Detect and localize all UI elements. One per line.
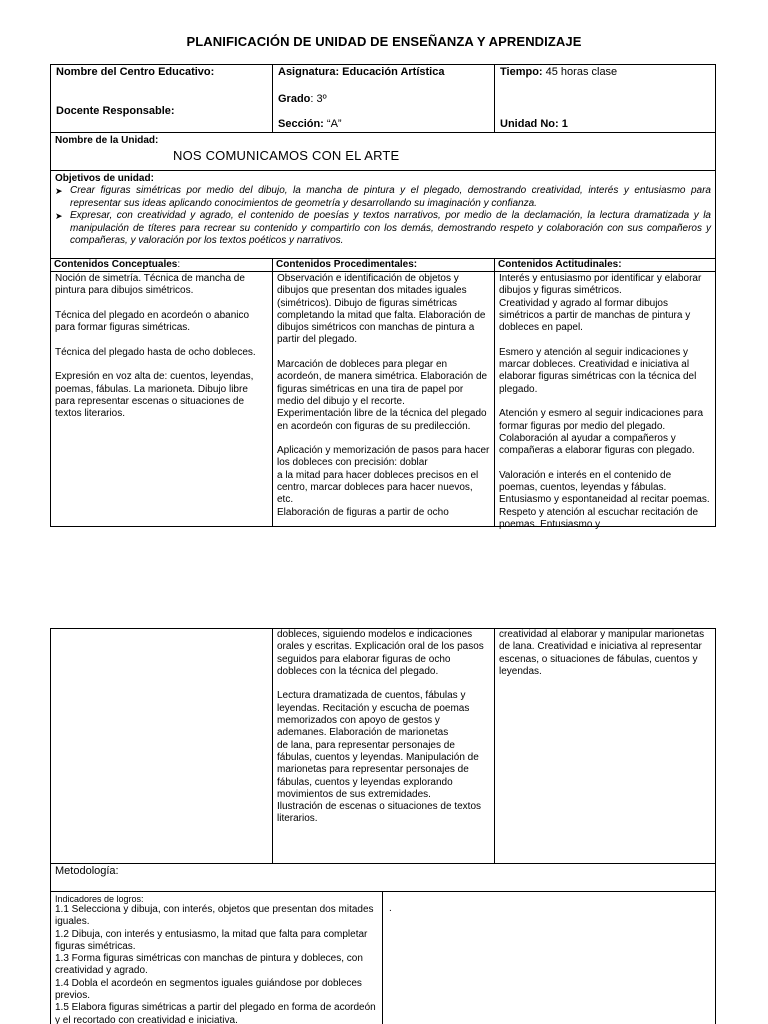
indicators-cell xyxy=(51,892,383,1024)
actitudinal-header: Contenidos Actitudinales: xyxy=(495,259,715,272)
tiempo-field: Tiempo: 45 horas clase xyxy=(500,66,618,78)
conceptual-column-continued xyxy=(51,629,273,863)
list-item: Expresión en voz alta de: cuentos, leyendas, poemas, fábulas. La marioneta. Dibujo libre para representar escenas o situaciones de xyxy=(55,371,254,407)
unit-label: Nombre de la Unidad: xyxy=(55,135,159,146)
objective-item: ➤ Crear figuras simétricas por medio del dibujo, la mancha de pintura y el plegado, demostrando creatividad, interés y entusiasmo para representar sus ideas aplicando conocimientos de geometría y desarrollando su imaginación y confianza. xyxy=(55,185,711,209)
list-item: 1.1 Selecciona y dibuja, con interés, objetos que presentan dos mitades iguales. xyxy=(55,904,374,928)
list-item: Ilustración de escenas o situaciones de textos literarios. xyxy=(277,801,482,825)
list-item: dobleces, siguiendo modelos e indicaciones orales y escritas. Explicación oral de los pasos xyxy=(277,629,484,653)
unit-name: NOS COMUNICAMOS CON EL ARTE xyxy=(173,148,400,163)
list-item: 1.3 Forma figuras simétricas con manchas de pintura y dobleces, con creatividad y agrado. xyxy=(55,953,363,977)
unit-row xyxy=(51,133,715,171)
list-item: Elaboración de figuras a partir de ocho xyxy=(277,506,449,518)
list-item: 1.4 Dobla el acordeón en segmentos iguales guiándose por dobleces previos. xyxy=(55,977,362,1002)
list-item: Creatividad y agrado al formar dibujos simétricos a partir de manchas de pintura y dobleces en papel. xyxy=(499,297,691,334)
docente-label: Docente Responsable: xyxy=(56,105,175,117)
conceptual-header: Contenidos Conceptuales: xyxy=(51,259,272,272)
list-item: Técnica del plegado en acordeón o abanico para formar figuras simétricas. xyxy=(55,309,250,334)
actitudinal-column xyxy=(495,259,715,530)
centro-label: Nombre del Centro Educativo: xyxy=(56,66,215,78)
list-item: Aplicación y memorización de pasos para hacer los dobleces con precisión: doblar xyxy=(277,445,490,469)
procedimental-column-continued xyxy=(273,629,495,863)
procedimental-column xyxy=(273,259,495,526)
list-item: de lana, para representar personajes de fábulas, cuentos y leyendas. Manipulación de marionetas para representar personajes de fábulas, cuentos y leyendas explorando movimientos de sus extremidades. xyxy=(277,739,479,800)
indicators-right-cell xyxy=(383,892,715,1024)
arrow-bullet-icon: ➤ xyxy=(55,186,63,196)
indicators-row xyxy=(51,892,715,1024)
methodology-row xyxy=(51,864,715,892)
objectives-row xyxy=(51,171,715,259)
procedimental-header: Contenidos Procedimentales: xyxy=(273,259,494,272)
right-cell-mark: . xyxy=(389,903,392,914)
planning-table-continued xyxy=(50,628,716,1024)
list-item: Esmero y atención al seguir indicaciones y marcar dobleces. Creatividad e iniciativa al elaborar figuras simétricas con la técnica del plegado. xyxy=(499,346,697,395)
list-item: Valoración e interés en el contenido de poemas, cuentos, leyendas y fábulas. xyxy=(499,469,672,494)
header-cell-tiempo xyxy=(495,65,715,132)
asignatura-label: Asignatura: Educación Artística xyxy=(278,66,445,78)
list-item: Interés y entusiasmo por identificar y elaborar dibujos y figuras simétricos. xyxy=(499,273,702,297)
list-item: Noción de simetría. Técnica de mancha de pintura para dibujos simétricos. xyxy=(55,273,245,297)
list-item: textos literarios. xyxy=(55,408,126,420)
list-item: Técnica del plegado hasta de ocho dobleces. xyxy=(55,346,256,358)
document-title: PLANIFICACIÓN DE UNIDAD DE ENSEÑANZA Y APRENDIZAJE xyxy=(186,34,582,49)
grado-field: Grado: 3º xyxy=(278,93,327,105)
header-cell-centro xyxy=(51,65,273,132)
list-item: Entusiasmo y espontaneidad al recitar poemas. Respeto y atención al escuchar recitación de poemas. Entusiasmo y xyxy=(499,494,710,530)
seccion-field: Sección: “A” xyxy=(278,118,342,130)
contents-row xyxy=(51,259,715,530)
conceptual-column xyxy=(51,259,273,526)
list-item: 1.2 Dibuja, con interés y entusiasmo, la mitad que falta para completar figuras simétricas. xyxy=(55,928,368,952)
list-item: creatividad al elaborar y manipular marionetas de lana. Creatividad e iniciativa al representar escenas, o situaciones de fábulas, cuentos y leyendas. xyxy=(499,629,705,677)
list-item: 1.5 Elabora figuras simétricas a partir del plegado en forma de acordeón y el recortado con creatividad e iniciativa. xyxy=(55,1002,376,1024)
list-item: Observación e identificación de objetos y dibujos que presentan dos mitades iguales (simétricos). Dibujo de figuras simétricas completando la mitad que falta. Elaboración de dibujos simétricos con manchas de pintura a partir del plegado. xyxy=(277,273,486,346)
actitudinal-column-continued xyxy=(495,629,715,863)
indicators-label: Indicadores de logros: xyxy=(55,894,144,904)
objectives-label: Objetivos de unidad: xyxy=(55,173,154,184)
list-item: seguidos para elaborar figuras de ocho dobleces con la técnica del plegado. xyxy=(277,653,451,677)
arrow-bullet-icon: ➤ xyxy=(55,211,63,222)
contents-row-continued xyxy=(51,629,715,864)
list-item: a la mitad para hacer dobleces precisos en el centro, marcar dobleces para hacer nuevos, etc. xyxy=(277,469,479,506)
planning-table xyxy=(50,64,716,530)
list-item: Lectura dramatizada de cuentos, fábulas y leyendas. Recitación y escucha de poemas memorizados con apoyo de gestos y ademanes. Elaboración de marionetas xyxy=(277,690,470,739)
list-item: Atención y esmero al seguir indicaciones para formar figuras por medio del plegado. xyxy=(499,408,703,432)
list-item: Experimentación libre de la técnica del plegado en acordeón con figuras de su predilección. xyxy=(277,408,487,432)
unidad-label: Unidad No: 1 xyxy=(500,118,568,130)
list-item: Marcación de dobleces para plegar en acordeón, de manera simétrica. Elaboración de figuras simétricas en una tira de papel por medio del dibujo y el recorte. xyxy=(277,359,488,407)
list-item: Colaboración al ayudar a compañeros y compañeras a elaborar figuras con plegado. xyxy=(499,432,695,457)
objective-item: ➤ Expresar, con creatividad y agrado, el contenido de poesías y textos narrativos, por medio de la declamación, la lectura dramatizada y la manipulación de títeres para recrear su contenido y compartirlo con los demás, demostrando respeto y colaboración con sus compañeros y compañeras, y valoración por los textos poéticos y narrativos. xyxy=(55,210,711,247)
methodology-label: Metodología: xyxy=(55,865,119,877)
header-cell-asignatura xyxy=(273,65,495,132)
header-row xyxy=(51,65,715,133)
